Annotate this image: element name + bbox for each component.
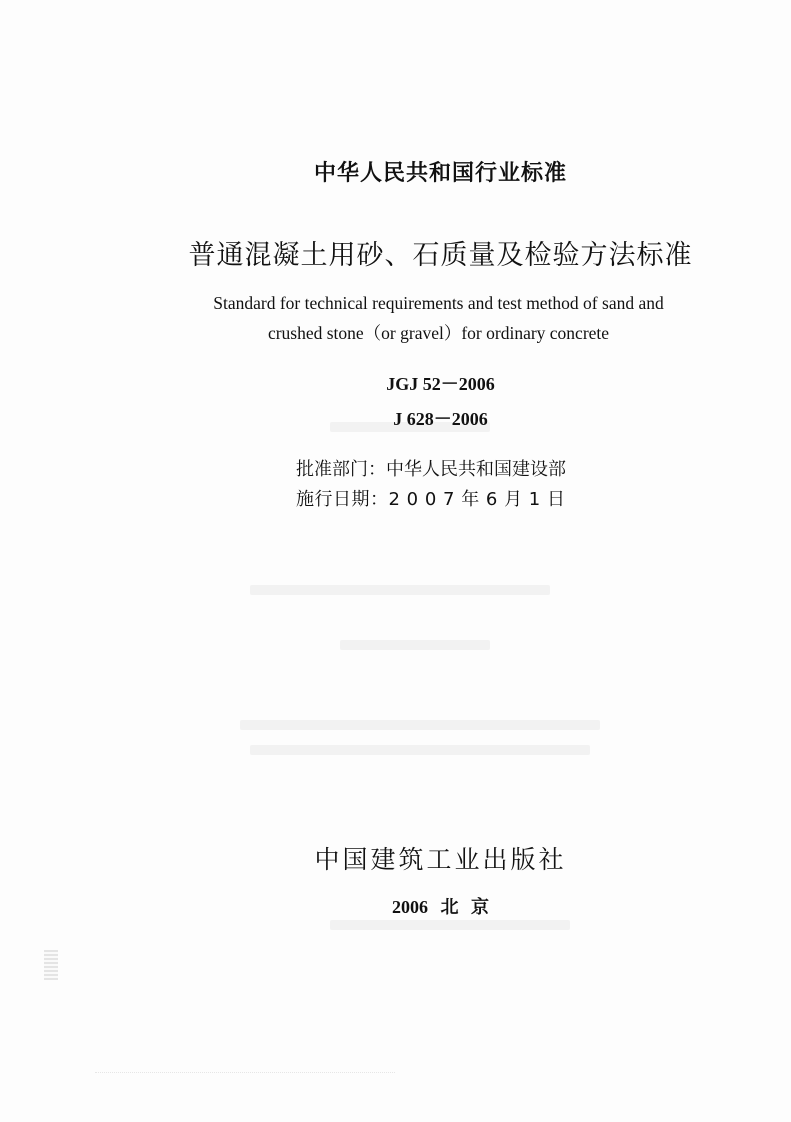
publication-year-place: 2006 北 京 [392, 897, 489, 917]
document-title-english-line2: crushed stone（or gravel）for ordinary concrete [267, 323, 610, 343]
standard-code-j: J 628－2006 [393, 409, 488, 429]
scan-dotted-line [95, 1072, 395, 1074]
approval-department: 批准部门：中华人民共和国建设部 [296, 459, 566, 480]
bleed-through-mark [250, 585, 550, 595]
industry-standard-heading: 中华人民共和国行业标准 [313, 161, 567, 186]
bleed-through-mark [250, 745, 590, 755]
scan-edge-mark [44, 950, 58, 980]
bleed-through-mark [330, 920, 570, 930]
document-title-english-line1: Standard for technical requirements and test method of sand and [213, 293, 664, 313]
bleed-through-mark [340, 640, 490, 650]
bleed-through-mark [240, 720, 600, 730]
effective-date: 施行日期：2 0 0 7 年 6 月 1 日 [296, 489, 566, 510]
publisher-name: 中国建筑工业出版社 [314, 845, 567, 874]
document-title-chinese: 普通混凝土用砂、石质量及检验方法标准 [188, 240, 693, 271]
standard-code-jgj: JGJ 52－2006 [386, 374, 495, 394]
